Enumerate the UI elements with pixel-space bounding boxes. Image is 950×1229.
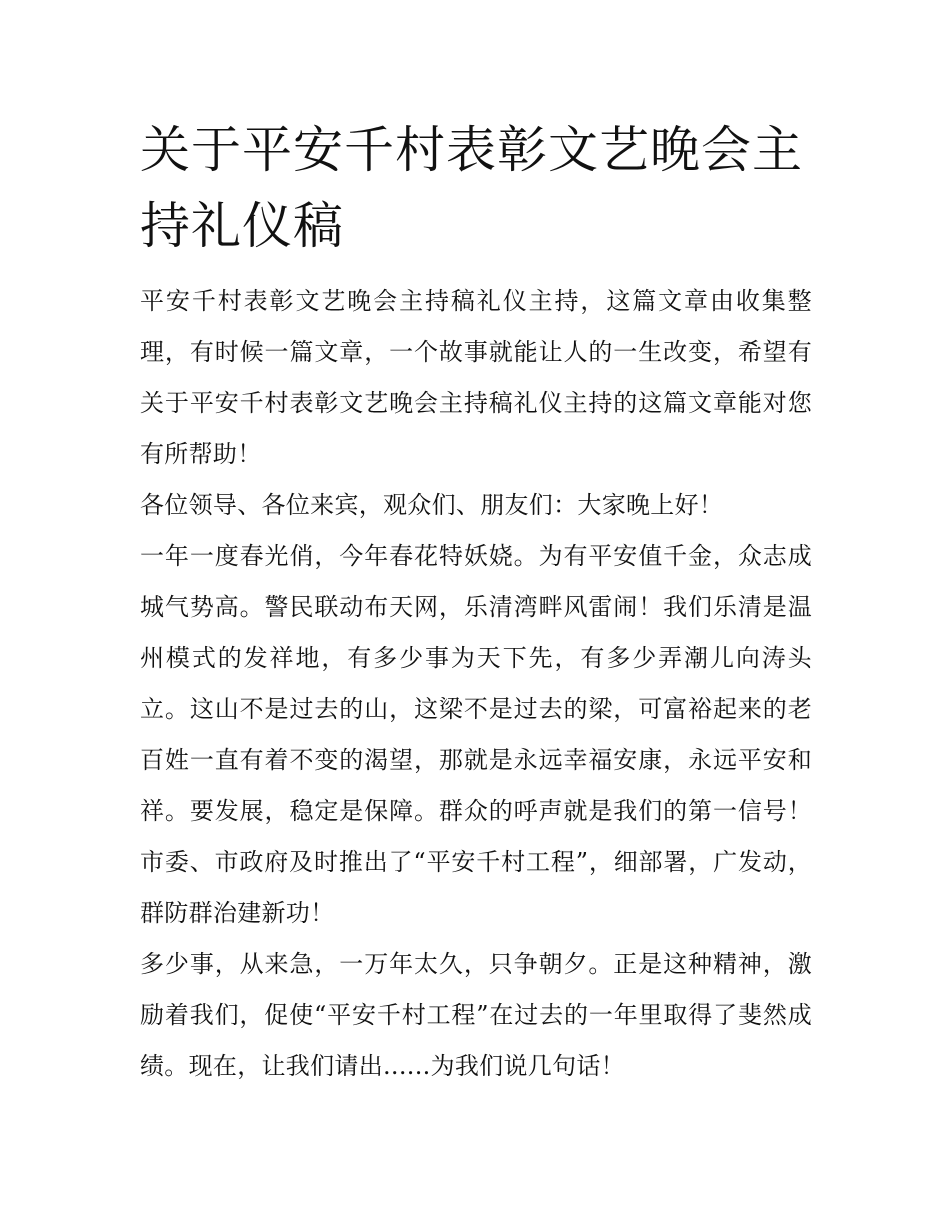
document-title: 关于平安千村表彰文艺晚会主持礼仪稿 [140, 121, 803, 255]
document-body [140, 276, 812, 1092]
intro-paragraph: 平安千村表彰文艺晚会主持稿礼仪主持，这篇文章由收集整理，有时候一篇文章，一个故事就能让人的一生改变，希望有关于平安千村表彰文艺晚会主持稿礼仪主持的这篇文章能对您有所帮助！ [140, 287, 812, 468]
closing-paragraph: 多少事，从来急，一万年太久，只争朝夕。正是这种精神，激励着我们，促使“平安千村工程”在过去的一年里取得了斐然成绩。现在，让我们请出......为我们说几句话！ [140, 950, 812, 1080]
greeting-paragraph: 各位领导、各位来宾，观众们、朋友们：大家晚上好！ [140, 491, 724, 519]
opening-paragraph: 一年一度春光俏，今年春花特妖娆。为有平安值千金，众志成城气势高。警民联动布天网，乐清湾畔风雷闹！我们乐清是温州模式的发祥地，有多少事为天下先，有多少弄潮儿向涛头立。这山不是过去的山，这梁不是过去的梁，可富裕起来的老百姓一直有着不变的渴望，那就是永远幸福安康，永远平安和祥。要发展，稳定是保障。群众的呼声就是我们的第一信号！市委、市政府及时推出了“平安千村工程”，细部署，广发动，群防群治建新功！ [140, 542, 812, 927]
